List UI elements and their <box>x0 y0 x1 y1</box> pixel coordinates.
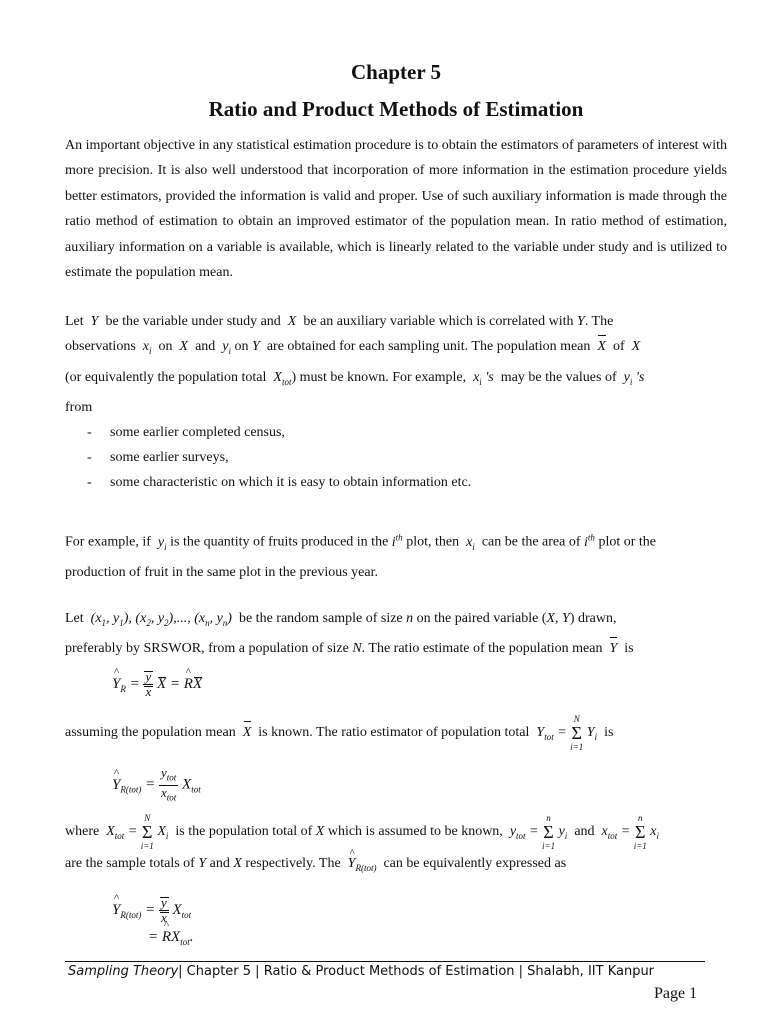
bullet-list <box>87 425 471 500</box>
list-item: - some earlier surveys, <box>87 450 229 465</box>
chapter-title: Ratio and Product Methods of Estimation <box>208 97 584 121</box>
variables-paragraph: Let Y be the variable under study and X be an auxiliary variable which is correlated with Y. The observations $x_i$ on X and $y_i$ on Y are obtained for each sampling unit. The population mean X of X (or equivalently the population total $X_{tot}$) must be known. For example, $x_i$ 's may be the values of $y_i$ 's from <box>65 314 645 415</box>
list-item: - some characteristic on which it is easy to obtain information etc. <box>87 475 472 490</box>
equivalent-expression-equation: ^ $Y_{R(tot)}$ = $\frac{y}{x}$ $X_{tot}$ = ^ $RX_{tot}$. <box>112 896 193 947</box>
ratio-total-equation: ^ $Y_{R(tot)}$ = $\frac{y_{tot}}{x_{tot}}$ $X_{tot}$ <box>112 766 201 804</box>
footer-book-title: Sampling Theory <box>68 964 179 979</box>
example-paragraph: For example, if $y_i$ is the quantity of fruits produced in the $i^{th}$ plot, then $x_i$ can be the area of $i^{th}$ plot or the production of fruit in the same plot in the previous year. <box>65 532 656 580</box>
footer-divider <box>65 961 705 962</box>
chapter-heading: Chapter 5 <box>350 60 442 84</box>
intro-paragraph: An important objective in any statistical estimation procedure is to obtain the estimators of parameters of interest with more precision. It is also well understood that incorporation of more information in the estimation procedure yields better estimators, provided the information is valid and proper. Use of such auxiliary information is made through the ratio method of estimation to obtain an improved estimator of the population mean. In ratio method of estimation, auxiliary information on a variable is available, which is linearly related to the variable under study and is utilized to estimate the population mean. <box>65 138 727 281</box>
page-number: Page 1 <box>654 985 698 1002</box>
footer-details: | Chapter 5 | Ratio & Product Methods of Estimation | Shalabh, IIT Kanpur <box>178 964 655 979</box>
ratio-estimate-equation: ^ $Y_R$ = $\frac{y}{x}$ X = ^ RX <box>112 670 202 699</box>
list-item: - some earlier completed census, <box>87 425 285 440</box>
totals-paragraph: where $X_{tot} = N$ Σ i=1 $X_i$ is the population total of X which is assumed to be known, $y_{tot} = n$ Σ i=1 $y_i$ and $x_{tot} = n$ Σ i=1 $x_i$ are the sample totals of Y and X respectively. The ^ $Y_{R(tot)}$ can be equivalently expressed as <box>65 813 727 881</box>
sample-paragraph: Let ($x_1$, $y_1$), ($x_2$, $y_2$),..., ($x_n$, $y_n$) be the random sample of size n on the paired variable (X, Y) drawn, preferably by SRSWOR, from a population of size N. The ratio estimate of the population mean Y is <box>65 606 727 662</box>
page-footer <box>68 964 654 979</box>
total-estimator-paragraph: assuming the population mean X is known. The ratio estimator of population total $Y_{tot} = N$ Σ i=1 $Y_i$ is <box>65 714 614 752</box>
